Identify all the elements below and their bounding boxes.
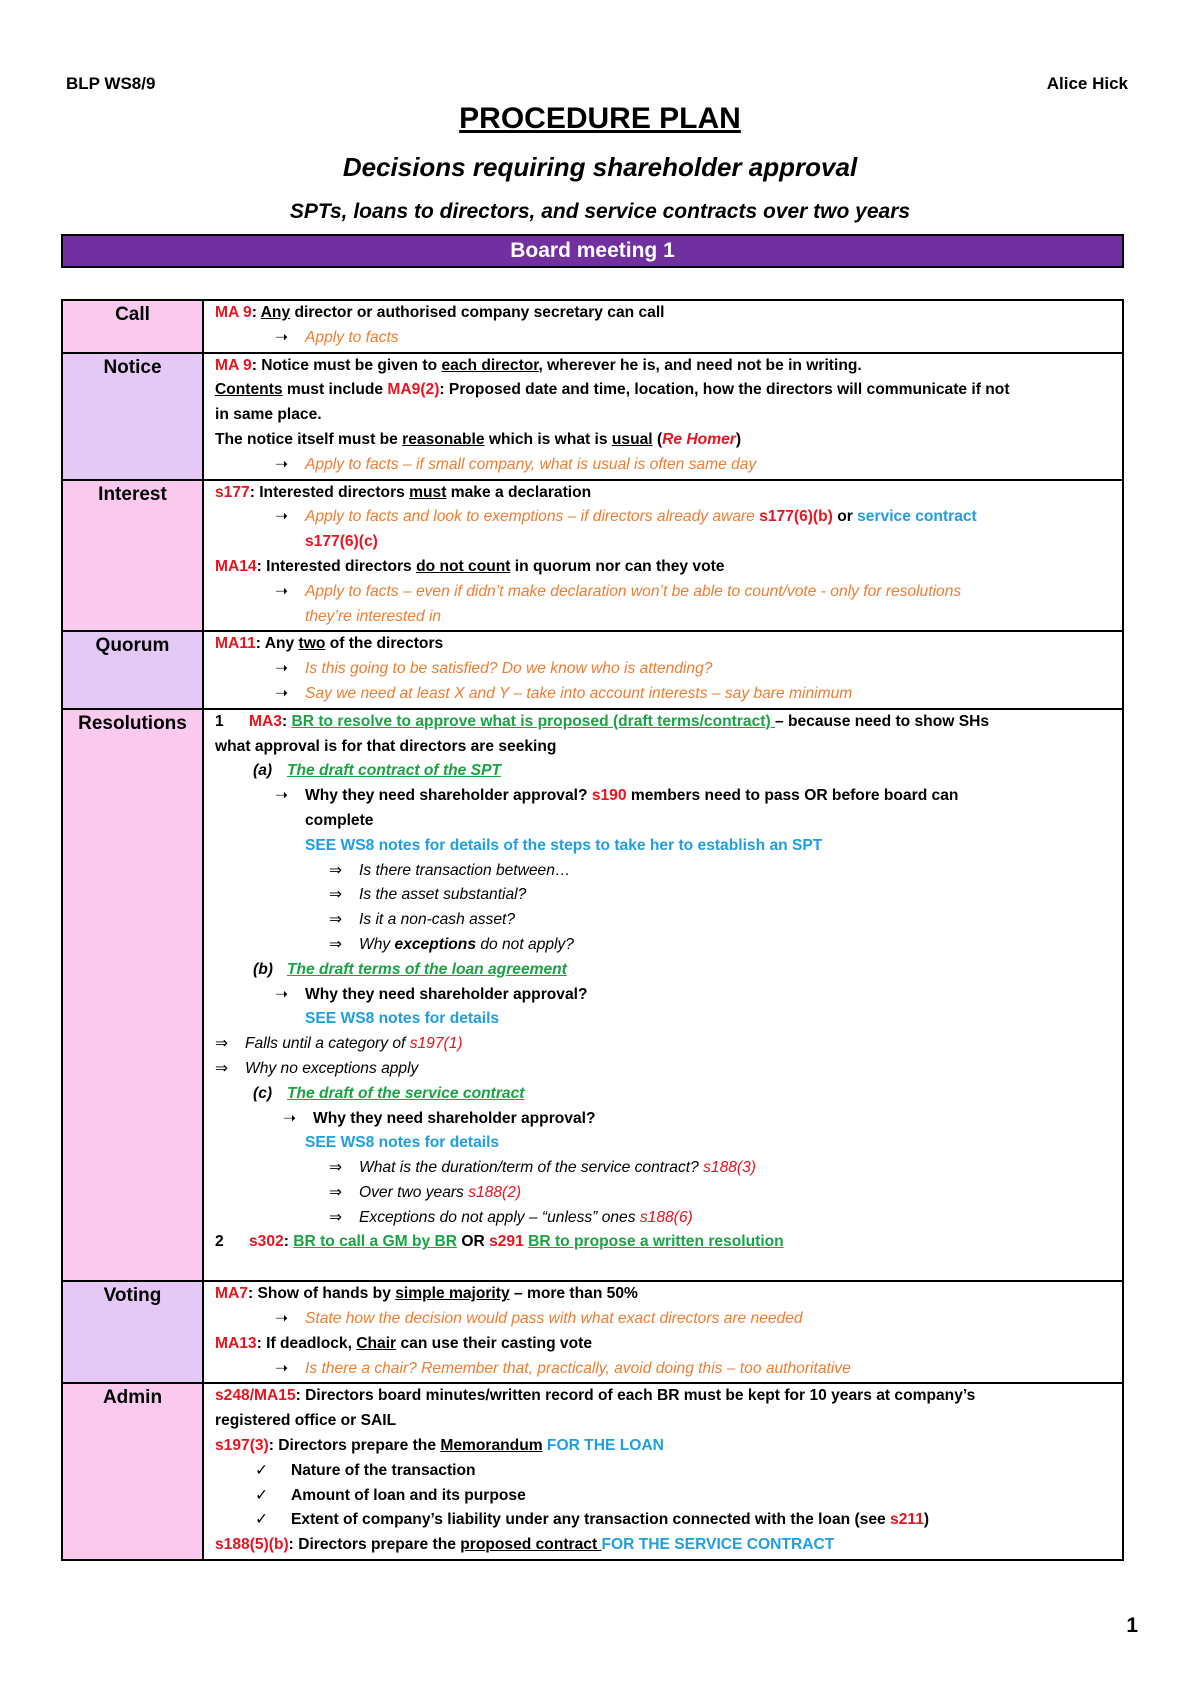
row-body-call (203, 300, 1123, 353)
text-line: ⇒ Falls until a category of s197(1) (215, 1032, 1112, 1057)
text-line: MA11: Any two of the directors (215, 635, 444, 653)
page-title: PROCEDURE PLAN (459, 102, 741, 135)
row-body-interest (203, 480, 1123, 632)
text-line: MA7: Show of hands by simple majority – more than 50% (215, 1285, 638, 1303)
text-line: ⇒ Is the asset substantial? (215, 883, 1112, 908)
text-line: s197(3): Directors prepare the Memorandum FOR THE LOAN (215, 1437, 664, 1455)
row-label-voting: Voting (62, 1281, 203, 1383)
text-line: ⇒ Is there transaction between… (215, 859, 1112, 884)
text-line: The notice itself must be reasonable which is what is usual (Re Homer) (215, 430, 742, 448)
text-line: (a) The draft contract of the SPT (253, 762, 501, 780)
arrow-icon: ➝ (275, 1310, 289, 1328)
text-line: 1 MA3: BR to resolve to approve what is proposed (draft terms/contract) – because need to show SHs (215, 712, 990, 730)
text-line: ⇒ What is the duration/term of the service contract? s188(3) (215, 1156, 1112, 1181)
text-line: ⇒ Why exceptions do not apply? (215, 933, 1112, 958)
header-right: Alice Hick (1046, 74, 1128, 93)
implies-icon: ⇒ (329, 1208, 343, 1226)
page-subtitle: Decisions requiring shareholder approval (342, 152, 858, 182)
text-line: ⇒ Why no exceptions apply (215, 1057, 1112, 1082)
implies-icon: ⇒ (329, 1159, 343, 1177)
implies-icon: ⇒ (215, 1059, 229, 1077)
row-notice (62, 353, 1123, 480)
arrow-icon: ➝ (283, 1109, 297, 1127)
row-label-admin: Admin (62, 1383, 203, 1560)
page-number: 1 (1126, 1614, 1138, 1637)
arrow-icon: ➝ (275, 1359, 289, 1377)
row-body-admin (203, 1383, 1123, 1560)
arrow-icon: ➝ (275, 985, 289, 1003)
procedure-table (61, 299, 1124, 1561)
arrow-icon: ➝ (275, 660, 289, 678)
text-line: ➝ Apply to facts – even if didn’t make declaration won’t be able to count/vote - only for resolutions (215, 580, 1112, 605)
text-line: what approval is for that directors are seeking (215, 737, 557, 755)
text-line: ⇒ Exceptions do not apply – “unless” ones s188(6) (215, 1206, 1112, 1231)
text-line: 2 s302: BR to call a GM by BR OR s291 BR to propose a written resolution (215, 1233, 784, 1251)
text-line: s248/MA15: Directors board minutes/written record of each BR must be kept for 10 years at company’s (215, 1387, 976, 1405)
row-body-quorum (203, 631, 1123, 708)
arrow-icon: ➝ (275, 328, 289, 346)
spacer (215, 1255, 1112, 1279)
implies-icon: ⇒ (329, 1183, 343, 1201)
arrow-icon: ➝ (275, 684, 289, 702)
text-line: MA 9: Any director or authorised company secretary can call (215, 304, 665, 321)
arrow-icon: ➝ (275, 787, 289, 805)
text-line: ➝ Why they need shareholder approval? s190 members need to pass OR before board can (215, 784, 1112, 809)
text-line: ➝ Say we need at least X and Y – take into account interests – say bare minimum (215, 682, 1112, 707)
row-label-interest: Interest (62, 480, 203, 632)
text-line: ✓ Amount of loan and its purpose (215, 1484, 1112, 1509)
row-body-notice (203, 353, 1123, 480)
checkmark-icon: ✓ (255, 1511, 269, 1529)
text-line: in same place. (215, 406, 322, 424)
text-line: SEE WS8 notes for details (305, 1010, 500, 1028)
text-line: ⇒ Over two years s188(2) (215, 1181, 1112, 1206)
checkmark-icon: ✓ (255, 1486, 269, 1504)
implies-icon: ⇒ (329, 886, 343, 904)
arrow-icon: ➝ (275, 508, 289, 526)
text-line: SEE WS8 notes for details of the steps to take her to establish an SPT (305, 836, 823, 854)
page-subtitle-2: SPTs, loans to directors, and service contracts over two years (289, 200, 911, 223)
row-label-notice: Notice (62, 353, 203, 480)
text-line: ➝ Apply to facts and look to exemptions – if directors already aware s177(6)(b) or service contract (215, 505, 1112, 530)
row-label-call: Call (62, 300, 203, 353)
row-call (62, 300, 1123, 353)
row-label-quorum: Quorum (62, 631, 203, 708)
text-line: ➝ Why they need shareholder approval? (215, 983, 1112, 1008)
arrow-icon: ➝ (275, 582, 289, 600)
row-resolutions (62, 709, 1123, 1282)
text-line: complete (305, 811, 374, 829)
text-line: ➝ Apply to facts (215, 326, 1112, 351)
text-line: they’re interested in (305, 607, 442, 625)
text-line: s177: Interested directors must make a declaration (215, 483, 592, 501)
checkmark-icon: ✓ (255, 1461, 269, 1479)
row-label-resolutions: Resolutions (62, 709, 203, 1282)
text-line: Contents must include MA9(2): Proposed date and time, location, how the directors will communicate if not (215, 381, 1010, 399)
implies-icon: ⇒ (329, 911, 343, 929)
text-line: ⇒ Is it a non-cash asset? (215, 908, 1112, 933)
text-line: SEE WS8 notes for details (305, 1134, 500, 1152)
text-line: (b) The draft terms of the loan agreement (253, 960, 567, 978)
text-line: ➝ Is this going to be satisfied? Do we know who is attending? (215, 657, 1112, 682)
board-meeting-banner: Board meeting 1 (61, 234, 1124, 268)
text-line: (c) The draft of the service contract (253, 1084, 525, 1102)
text-line: ➝ Why they need shareholder approval? (215, 1107, 1112, 1132)
implies-icon: ⇒ (329, 935, 343, 953)
implies-icon: ⇒ (215, 1035, 229, 1053)
arrow-icon: ➝ (275, 455, 289, 473)
row-body-resolutions (203, 709, 1123, 1282)
text-line: MA 9: Notice must be given to each director, wherever he is, and need not be in writing. (215, 356, 862, 374)
text-line: s177(6)(c) (305, 533, 378, 551)
text-line: ➝ Is there a chair? Remember that, practically, avoid doing this – too authoritative (215, 1357, 1112, 1382)
row-interest (62, 480, 1123, 632)
row-body-voting (203, 1281, 1123, 1383)
text-line: ✓ Extent of company’s liability under any transaction connected with the loan (see s211) (215, 1508, 1112, 1533)
text-line: s188(5)(b): Directors prepare the proposed contract FOR THE SERVICE CONTRACT (215, 1536, 835, 1554)
text-line: registered office or SAIL (215, 1412, 397, 1430)
row-admin (62, 1383, 1123, 1560)
text-line: ✓ Nature of the transaction (215, 1459, 1112, 1484)
text-line: ➝ State how the decision would pass with what exact directors are needed (215, 1307, 1112, 1332)
implies-icon: ⇒ (329, 861, 343, 879)
row-voting (62, 1281, 1123, 1383)
text-line: MA14: Interested directors do not count in quorum nor can they vote (215, 557, 725, 575)
text-line: ➝ Apply to facts – if small company, what is usual is often same day (215, 453, 1112, 478)
row-quorum (62, 631, 1123, 708)
header-left: BLP WS8/9 (66, 74, 156, 93)
text-line: MA13: If deadlock, Chair can use their casting vote (215, 1334, 592, 1352)
